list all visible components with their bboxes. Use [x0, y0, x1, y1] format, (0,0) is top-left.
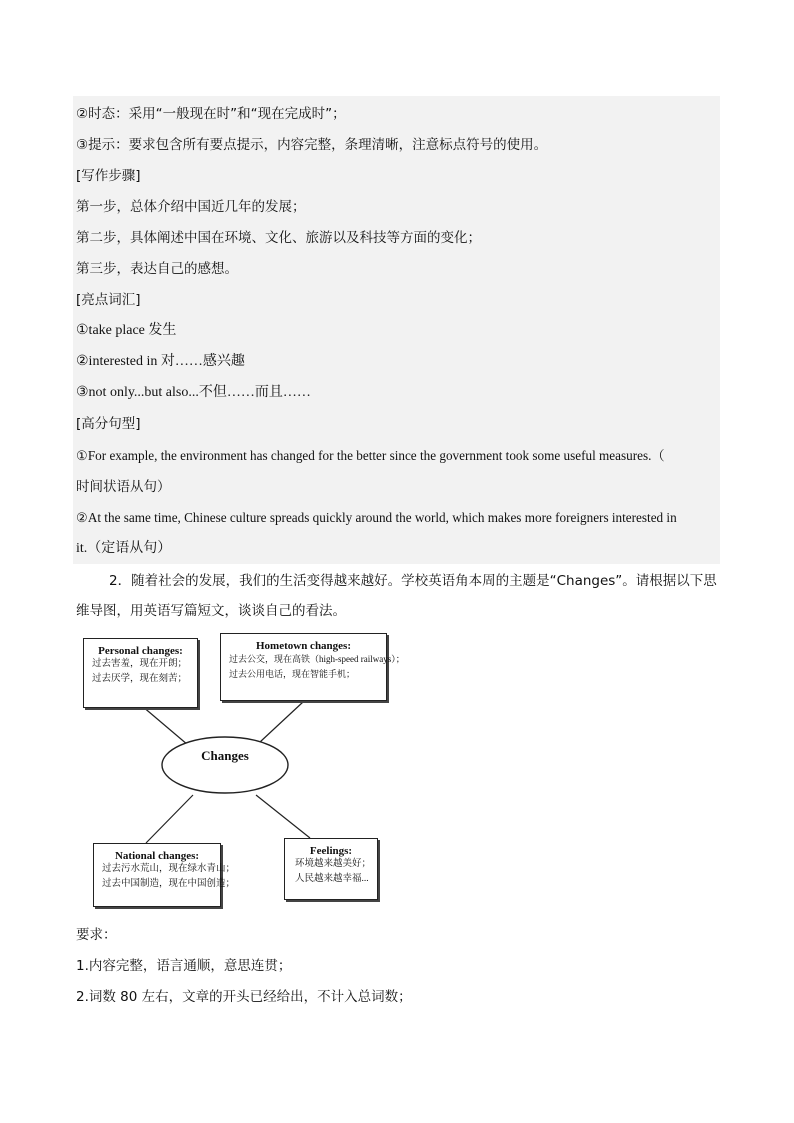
personal-changes-line: 过去厌学，现在刻苦； [92, 674, 188, 684]
sentence2-line-b: it.（定语从句） [76, 541, 172, 556]
vocab-heading: [亮点词汇] [76, 292, 141, 308]
personal-changes-line: 过去害羞，现在开朗； [92, 659, 188, 669]
feelings-line: 环境越来越美好； [295, 859, 372, 869]
step2-line: 第二步，具体阐述中国在环境、文化、旅游以及科技等方面的变化； [76, 230, 481, 246]
hometown-changes-line: 过去公交，现在高铁（high-speed railways）； [229, 654, 405, 664]
step3-line: 第三步，表达自己的感想。 [76, 261, 238, 277]
mind-map [78, 630, 405, 915]
hometown-changes-line: 过去公用电话，现在智能手机； [229, 669, 356, 679]
center-ellipse [162, 737, 288, 793]
feelings-title: Feelings: [309, 845, 353, 857]
hometown-changes-title: Hometown changes: [255, 640, 352, 652]
tense-line: ②时态：采用“一般现在时”和“现在完成时”； [76, 106, 346, 122]
national-changes-line: 过去污水荒山，现在绿水青山； [102, 864, 236, 874]
vocab3-line: ③not only...but also...不但……而且…… [76, 385, 311, 400]
feelings-box [284, 838, 378, 900]
steps-heading: [写作步骤] [76, 168, 141, 184]
vocab1-line: ①take place 发生 [76, 323, 177, 338]
sentence1-line-a: ①For example, the environment has changed for the better since the government took some useful measures.（ [76, 448, 665, 463]
sentence2-line-a: ②At the same time, Chinese culture spreads quickly around the world, which makes more foreigners interested in [76, 510, 677, 525]
vocab2-line: ②interested in 对……感兴趣 [76, 354, 245, 369]
tips-line: ③提示：要求包含所有要点提示，内容完整，条理清晰，注意标点符号的使用。 [76, 137, 548, 153]
sentence1-line-b: 时间状语从句） [76, 479, 171, 495]
hometown-changes-box [220, 633, 405, 701]
personal-changes-box [83, 638, 198, 708]
requirements-heading: 要求： [76, 927, 117, 943]
question-2-prompt: 2．随着社会的发展，我们的生活变得越来越好。学校英语角本周的主题是“Changes”。请根据以下思维导图，用英语写篇短文，谈谈自己的看法。 [76, 573, 717, 619]
personal-changes-title: Personal changes: [98, 645, 183, 657]
center-node-label: Changes [201, 748, 249, 763]
national-changes-title: National changes: [114, 850, 200, 862]
step1-line: 第一步，总体介绍中国近几年的发展； [76, 199, 306, 215]
national-changes-line: 过去中国制造，现在中国创造； [102, 879, 236, 889]
sentence-heading: [高分句型] [76, 416, 141, 432]
national-changes-box [93, 843, 236, 907]
requirement-item-1: 1.内容完整，语言通顺，意思连贯； [76, 958, 292, 974]
requirement-item-2: 2.词数 80 左右，文章的开头已经给出，不计入总词数； [76, 989, 412, 1005]
feelings-line: 人民越来越幸福... [295, 874, 369, 884]
